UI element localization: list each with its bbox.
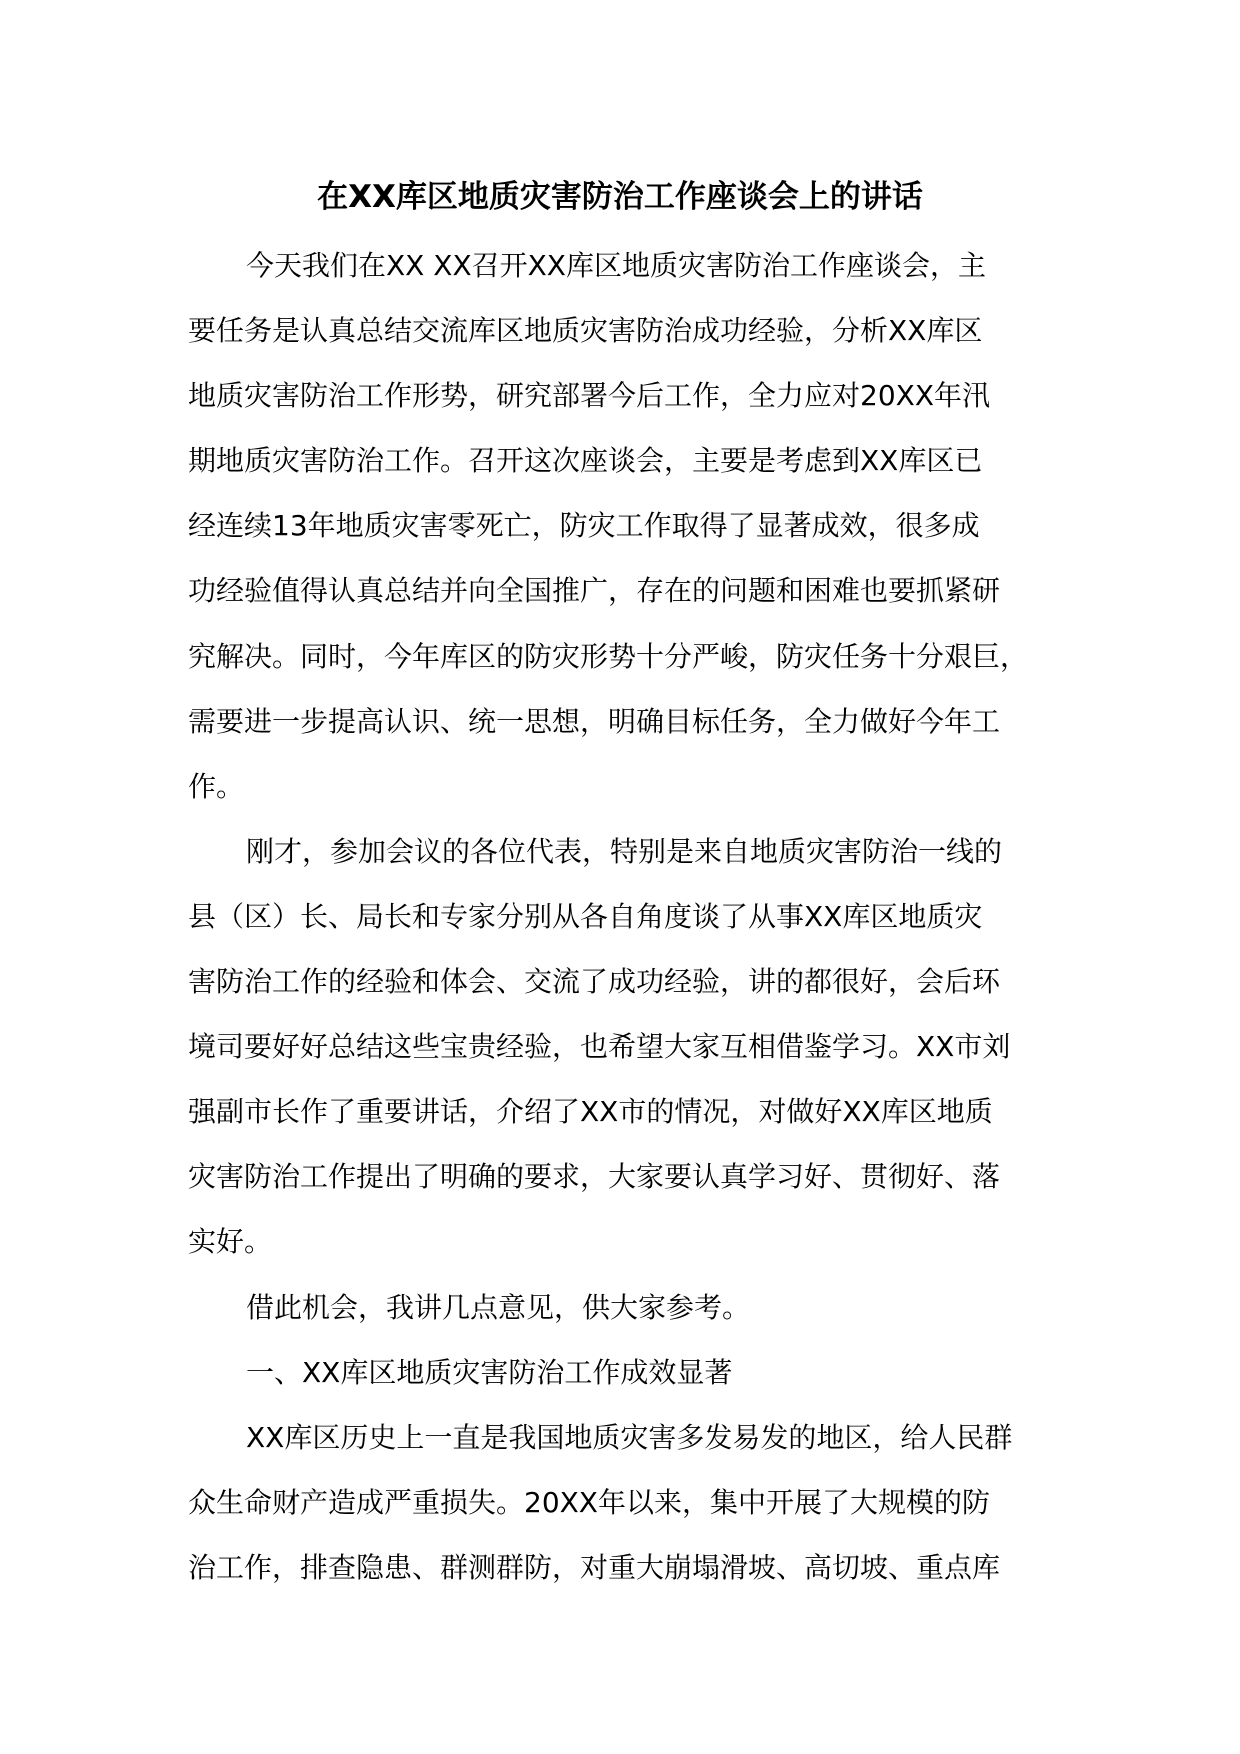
text-line: 今天我们在XX XX召开XX库区地质灾害防治工作座谈会，主 — [246, 249, 986, 282]
text-line: 地质灾害防治工作形势，研究部署今后工作，全力应对20XX年汛 — [188, 379, 990, 413]
text-line: 借此机会，我讲几点意见，供大家参考。 — [246, 1290, 751, 1324]
text-line: 作。 — [188, 769, 245, 803]
text-line: 众生命财产造成严重损失。20XX年以来，集中开展了大规模的防 — [188, 1485, 990, 1519]
text-line: 害防治工作的经验和体会、交流了成功经验，讲的都很好，会后环 — [188, 965, 1001, 999]
text-line: 期地质灾害防治工作。召开这次座谈会，主要是考虑到XX库区已 — [188, 444, 983, 478]
text-line: 需要进一步提高认识、统一思想，明确目标任务，全力做好今年工 — [188, 704, 1001, 738]
text-line: 境司要好好总结这些宝贵经验，也希望大家互相借鉴学习。XX市刘 — [188, 1030, 1011, 1064]
text-line: 要任务是认真总结交流库区地质灾害防治成功经验，分析XX库区 — [188, 314, 983, 348]
text-line: 一、XX库区地质灾害防治工作成效显著 — [246, 1355, 733, 1389]
text-line: 究解决。同时，今年库区的防灾形势十分严峻，防灾任务十分艰巨， — [188, 639, 1029, 673]
document-body — [188, 233, 1048, 1600]
text-line: 功经验值得认真总结并向全国推广，存在的问题和困难也要抓紧研 — [188, 574, 1001, 608]
text-line: 灾害防治工作提出了明确的要求，大家要认真学习好、贯彻好、落 — [188, 1160, 1001, 1194]
text-line: 强副市长作了重要讲话，介绍了XX市的情况，对做好XX库区地质 — [188, 1095, 993, 1129]
text-line: 经连续13年地质灾害零死亡，防灾工作取得了显著成效，很多成 — [188, 509, 980, 543]
document-title: 在XX库区地质灾害防治工作座谈会上的讲话 — [317, 179, 923, 215]
text-line: 刚才，参加会议的各位代表，特别是来自地质灾害防治一线的 — [246, 834, 1003, 868]
text-line: 实好。 — [188, 1225, 273, 1259]
text-line: 治工作，排查隐患、群测群防，对重大崩塌滑坡、高切坡、重点库 — [188, 1550, 1001, 1584]
text-line: XX库区历史上一直是我国地质灾害多发易发的地区，给人民群 — [246, 1420, 1013, 1454]
text-line: 县（区）长、局长和专家分别从各自角度谈了从事XX库区地质灾 — [188, 899, 983, 933]
